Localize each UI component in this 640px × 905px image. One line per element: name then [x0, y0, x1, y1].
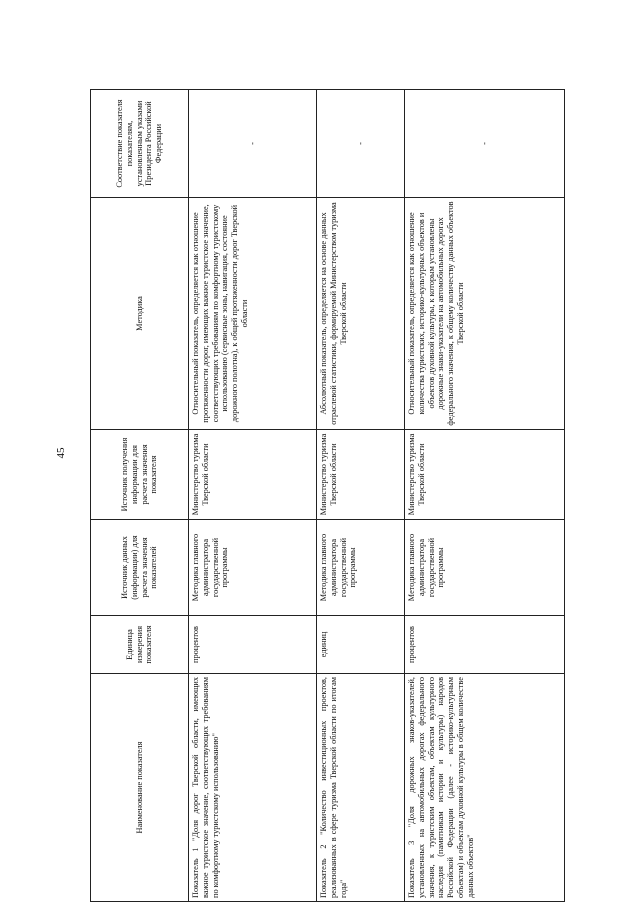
header-name: Наименование показателя: [91, 674, 189, 902]
header-method: Методика: [91, 198, 189, 430]
page-number: 45: [55, 447, 67, 459]
table-header-row: [91, 90, 189, 902]
rotated-table-container: [90, 90, 564, 902]
indicator-conformity: -: [317, 90, 405, 198]
indicator-info-source: Министерство туризма Тверской области: [317, 430, 405, 520]
indicator-method: Относительный показатель, определяется как отношение количества туристских, историко-культурных объектов и объектов духовной культуры, к которым установлены дорожные знаки-указатели на автомобильных дорогах федерального значения, к общему количеству данных объектов Тверской области: [405, 198, 565, 430]
indicator-data-source: Методика главного администратора государственной программы: [189, 520, 317, 616]
indicator-name: Показатель 3 "Доля дорожных знаков-указателей, установленных на автомобильных дорогах федерального значения, к туристским объектам, объектам культурного наследия (памятникам истории и культуры) народов Российской Федерации (далее - историко-культурным объектам) и объектам духовной культуры в общем количестве данных объектов": [405, 674, 565, 902]
indicator-method: Абсолютный показатель, определяется на основе данных отраслевой статистики, формируемой Министерством туризма Тверской области: [317, 198, 405, 430]
indicator-method: Относительный показатель, определяется как отношение протяженности дорог, имеющих важное туристское значение, соответствующих требованиям по комфортному туристскому использованию (сервисные зоны, навигация, состояние дорожного полотна), к общей протяженности дорог Тверской области: [189, 198, 317, 430]
table-row: [405, 90, 565, 902]
indicator-unit: процентов: [189, 616, 317, 674]
indicator-info-source: Министерство туризма Тверской области: [189, 430, 317, 520]
header-info-source: Источник получения информации для расчета значения показателя: [91, 430, 189, 520]
indicator-unit: единиц: [317, 616, 405, 674]
header-data-source: Источник данных (информации) для расчета значения показателей: [91, 520, 189, 616]
indicators-table: [90, 89, 565, 902]
indicators-table-frame: [90, 90, 564, 902]
indicator-info-source: Министерство туризма Тверской области: [405, 430, 565, 520]
indicator-data-source: Методика главного администратора государственной программы: [317, 520, 405, 616]
header-conformity: Соответствие показателя показателям, установленным указами Президента Российской Федерации: [91, 90, 189, 198]
header-unit: Единица измерения показателя: [91, 616, 189, 674]
table-row: [317, 90, 405, 902]
indicator-unit: процентов: [405, 616, 565, 674]
indicator-name: Показатель 2 "Количество инвестиционных проектов, реализованных в сфере туризма Тверской области по итогам года": [317, 674, 405, 902]
indicator-conformity: -: [189, 90, 317, 198]
table-row: [189, 90, 317, 902]
indicator-conformity: -: [405, 90, 565, 198]
indicator-data-source: Методика главного администратора государственной программы: [405, 520, 565, 616]
indicator-name: Показатель 1 "Доля дорог Тверской области, имеющих важное туристское значение, соответствующих требованиям по комфортному туристскому использованию": [189, 674, 317, 902]
